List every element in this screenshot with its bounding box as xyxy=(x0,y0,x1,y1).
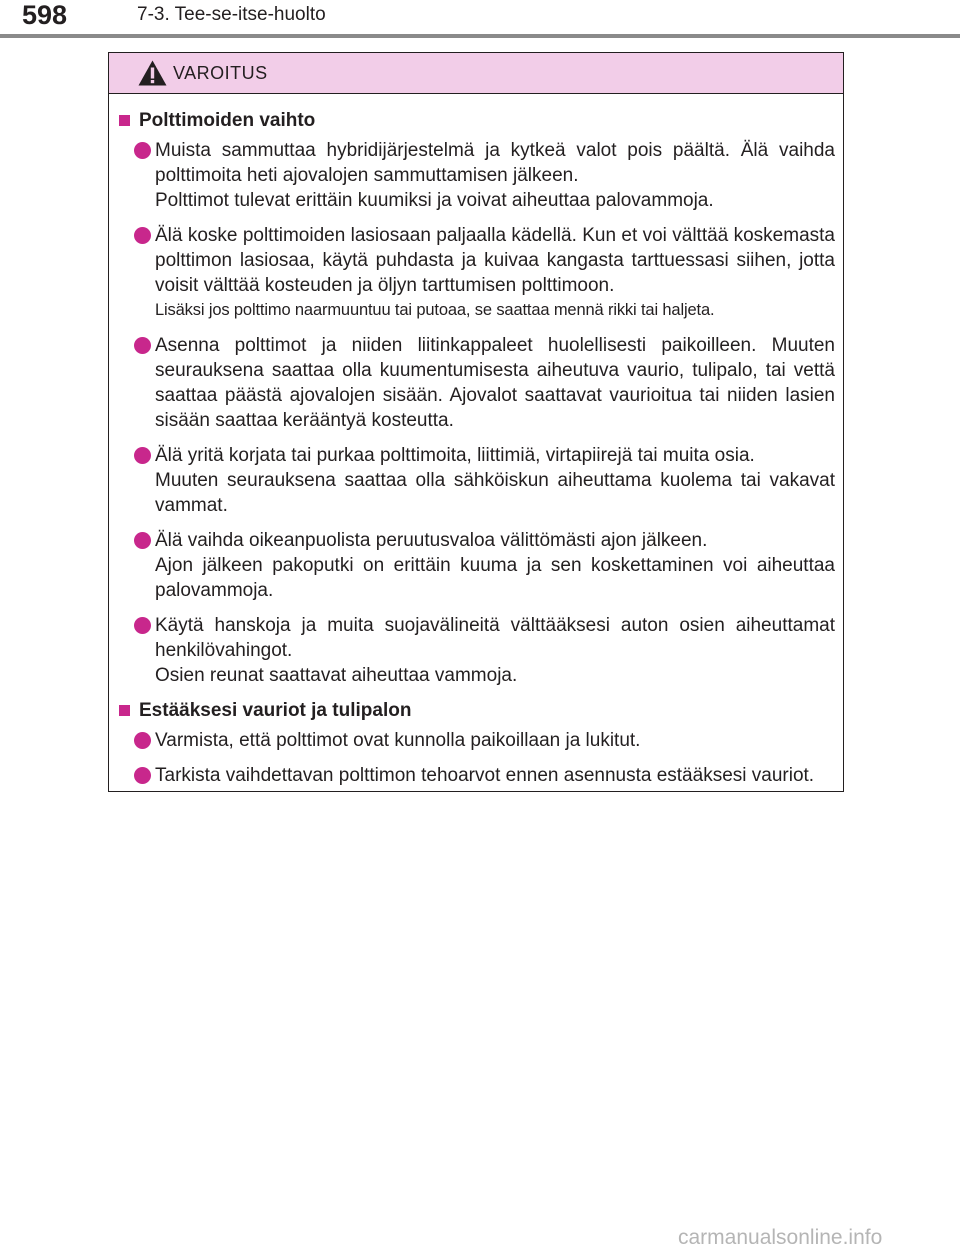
list-item xyxy=(117,333,835,433)
section-heading-text: Polttimoiden vaihto xyxy=(139,110,316,131)
bullet-icon xyxy=(134,227,151,244)
section-heading-text: Estääksesi vauriot ja tulipalon xyxy=(139,700,412,721)
square-bullet-icon xyxy=(119,705,130,716)
header-divider xyxy=(0,34,960,38)
warning-header xyxy=(109,53,843,94)
warning-body xyxy=(109,94,843,788)
item-text: Ajon jälkeen pakoputki on erittäin kuuma ja sen koskettaminen voi aiheuttaa palovammoja. xyxy=(155,555,835,601)
item-text: Muuten seurauksena saattaa olla sähköiskun aiheuttama kuolema tai vakavat vammat. xyxy=(155,470,835,516)
item-text: Älä koske polttimoiden lasiosaan paljaalla kädellä. Kun et voi välttää koskemasta polttimon lasiosaa, käytä puhdasta ja kuivaa kangasta tarttuessasi siihen, jotta voisit välttää kosteuden ja öljyn tarttumisen polttimoon. xyxy=(155,225,835,296)
bullet-icon xyxy=(134,617,151,634)
square-bullet-icon xyxy=(119,115,130,126)
page-number: 598 xyxy=(22,0,68,30)
bullet-icon xyxy=(134,732,151,749)
bullet-icon xyxy=(134,142,151,159)
section-title: 7-3. Tee-se-itse-huolto xyxy=(137,4,326,25)
bullet-icon xyxy=(134,767,151,784)
watermark: carmanualsonline.info xyxy=(678,1226,883,1249)
bullet-icon xyxy=(134,532,151,549)
list-item xyxy=(117,528,835,603)
item-text: Muista sammuttaa hybridijärjestelmä ja kytkeä valot pois päältä. Älä vaihda polttimoita heti ajovalojen sammuttamisen jälkeen. xyxy=(155,140,835,186)
list-item xyxy=(117,223,835,323)
section-heading xyxy=(117,698,835,723)
list-item xyxy=(117,613,835,688)
item-text: Älä vaihda oikeanpuolista peruutusvaloa välittömästi ajon jälkeen. xyxy=(155,530,708,551)
item-text: Tarkista vaihdettavan polttimon tehoarvot ennen asennusta estääksesi vauriot. xyxy=(155,765,815,786)
list-item xyxy=(117,443,835,518)
item-text: Käytä hanskoja ja muita suojavälineitä välttääksesi auton osien aiheuttamat henkilövahingot. xyxy=(155,615,835,661)
list-item xyxy=(117,728,835,753)
list-item xyxy=(117,763,835,788)
section-heading xyxy=(117,108,835,133)
item-text: Varmista, että polttimot ovat kunnolla paikoillaan ja lukitut. xyxy=(155,730,641,751)
item-text: Lisäksi jos polttimo naarmuuntuu tai putoaa, se saattaa mennä rikki tai haljeta. xyxy=(155,301,715,319)
warning-triangle-icon xyxy=(137,59,168,87)
warning-box xyxy=(108,52,844,792)
warning-label: VAROITUS xyxy=(173,63,268,83)
list-item xyxy=(117,138,835,213)
bullet-icon xyxy=(134,447,151,464)
bullet-icon xyxy=(134,337,151,354)
item-text: Asenna polttimot ja niiden liitinkappaleet huolellisesti paikoilleen. Muuten seurauksena saattaa olla kuumentumisesta aiheutuva vaurio, tulipalo, tai vettä saattaa päästä ajovalojen sisään. Ajovalot saattavat vaurioitua tai niiden lasien sisään saattaa kerääntyä kosteutta. xyxy=(155,335,835,431)
item-text: Polttimot tulevat erittäin kuumiksi ja voivat aiheuttaa palovammoja. xyxy=(155,190,714,211)
item-text: Älä yritä korjata tai purkaa polttimoita, liittimiä, virtapiirejä tai muita osia. xyxy=(155,445,755,466)
item-text: Osien reunat saattavat aiheuttaa vammoja. xyxy=(155,665,518,686)
